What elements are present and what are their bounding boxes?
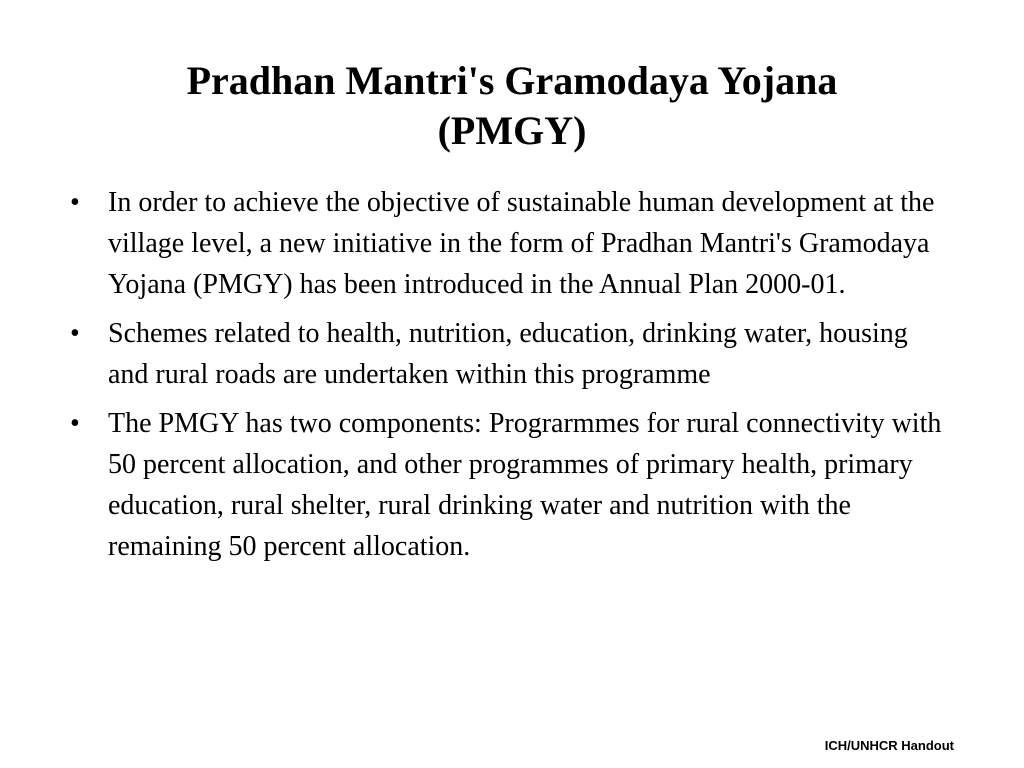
bullet-marker: • <box>70 318 80 349</box>
slide-title-line-2: (PMGY) <box>437 108 587 153</box>
slide-title <box>60 56 964 156</box>
bullet-text: Schemes related to health, nutrition, education, drinking water, housing and rural roads are undertaken within this programme <box>108 318 908 390</box>
bullet-item <box>60 403 950 567</box>
bullet-marker: • <box>70 408 80 439</box>
bullet-text: In order to achieve the objective of sustainable human development at the village level, a new initiative in the form of Pradhan Mantri's Gramodaya Yojana (PMGY) has been introduced in the Annual Plan 2000-01. <box>108 187 935 300</box>
bullet-text: The PMGY has two components: Prograrmmes for rural connectivity with 50 percent allocation, and other programmes of primary health, primary education, rural shelter, rural drinking water and nutrition with the remaining 50 percent allocation. <box>108 408 942 562</box>
footer-source-label: ICH/UNHCR Handout <box>824 738 954 753</box>
bullet-item <box>60 182 950 305</box>
bullet-marker: • <box>70 187 80 218</box>
bullet-item <box>60 313 950 395</box>
slide-title-line-1: Pradhan Mantri's Gramodaya Yojana <box>186 58 838 103</box>
bullet-list <box>60 182 950 575</box>
